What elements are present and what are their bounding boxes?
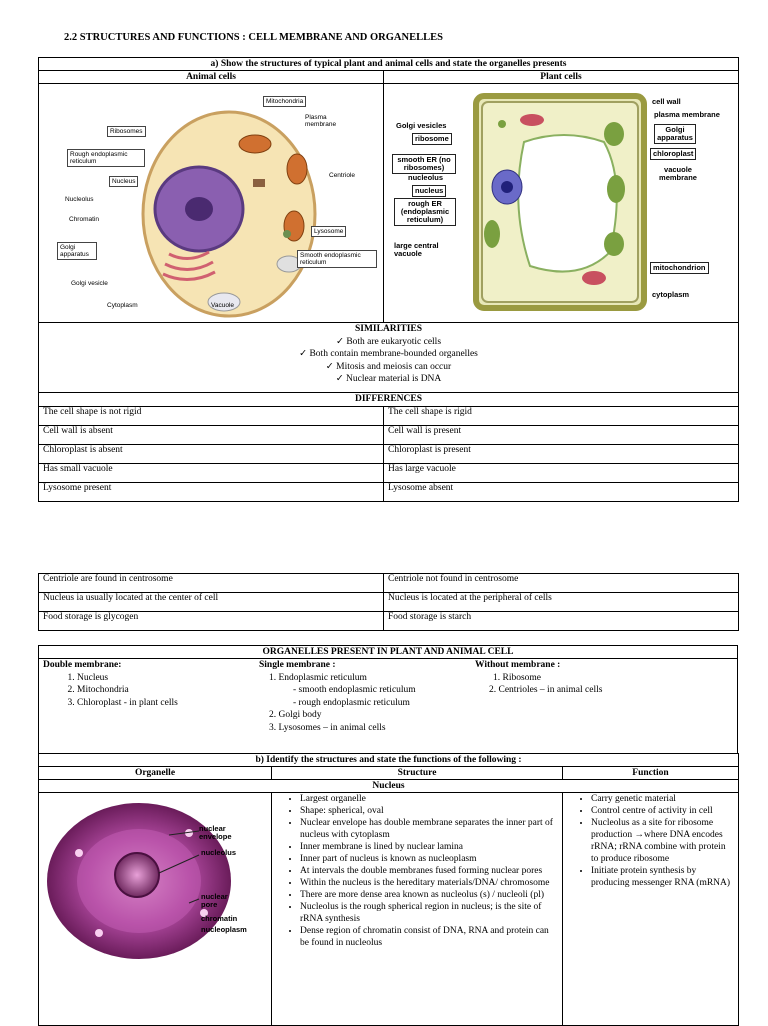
structure-item: • Nucleolus is the rough spherical region in nucleus; is the site of rRNA synthesis: [300, 901, 558, 925]
label-smooth-er: Smooth endoplasmic reticulum: [297, 250, 377, 268]
label-nuclear-envelope: nuclear envelope: [199, 824, 232, 841]
label-golgi-apparatus: Golgi apparatus: [57, 242, 97, 260]
double-membrane-column: [43, 659, 243, 709]
double-membrane-title: Double membrane:: [43, 660, 122, 670]
double-membrane-item: 2. Mitochondria: [77, 684, 243, 697]
organelles-present-heading: ORGANELLES PRESENT IN PLANT AND ANIMAL CELL: [39, 646, 738, 659]
plant-cells-header: Plant cells: [384, 71, 739, 84]
label-cytoplasm-plant: cytoplasm: [652, 290, 690, 299]
without-membrane-item: 1. Ribosome: [493, 672, 542, 683]
structure-item: • Within the nucleus is the hereditary materials/DNA/ chromosome: [300, 877, 558, 889]
label-nucleolus: Nucleolus: [65, 196, 94, 203]
difference-animal: Nucleus ia usually located at the center of cell: [39, 593, 384, 612]
similarities-heading: SIMILARITIES: [354, 324, 423, 334]
label-golgi-vesicles: Golgi vesicles: [396, 121, 447, 130]
label-ribosomes: Ribosomes: [107, 126, 146, 137]
difference-plant: Chloroplast is present: [384, 444, 739, 463]
structure-item: • Dense region of chromatin consist of DNA, RNA and protein can be found in nucleolus: [300, 925, 558, 949]
similarity-item: ✓ Both are eukaryotic cells: [43, 336, 734, 349]
structure-item: • Largest organelle: [300, 793, 558, 805]
label-golgi-apparatus-plant: Golgi apparatus: [654, 124, 696, 144]
label-rough-er-plant: rough ER (endoplasmic reticulum): [394, 198, 456, 226]
difference-plant: Cell wall is present: [384, 425, 739, 444]
function-item: • Initiate protein synthesis by producing messenger RNA (mRNA): [591, 865, 734, 889]
function-item: • Carry genetic material: [591, 793, 734, 805]
part-a-heading: a) Show the structures of typical plant and animal cells and state the organelles presents: [39, 58, 739, 71]
difference-animal: Centriole are found in centrosome: [39, 574, 384, 593]
without-membrane-column: [475, 659, 725, 697]
difference-plant: Lysosome absent: [384, 482, 739, 501]
label-nucleolus-b: nucleolus: [201, 848, 237, 857]
similarity-item: ✓ Nuclear material is DNA: [43, 373, 734, 386]
difference-plant: The cell shape is rigid: [384, 406, 739, 425]
difference-animal: Cell wall is absent: [39, 425, 384, 444]
difference-animal: Lysosome present: [39, 482, 384, 501]
difference-plant: Food storage is starch: [384, 612, 739, 631]
label-nucleus-plant: nucleus: [412, 185, 446, 197]
nucleus-structure-cell: [272, 793, 563, 1026]
label-nucleolus-plant: nucleolus: [408, 173, 444, 182]
label-golgi-vesicle: Golgi vesicle: [71, 280, 108, 287]
double-membrane-item: 3. Chloroplast - in plant cells: [77, 697, 243, 710]
single-membrane-item: 2. Golgi body: [269, 710, 322, 720]
structure-item: • At intervals the double membranes fused forming nuclear pores: [300, 865, 558, 877]
label-cell-wall: cell wall: [652, 97, 681, 106]
organelles-present-body: [39, 659, 738, 754]
col-structure: Structure: [272, 767, 563, 780]
structure-item: • There are more dense area known as nucleolus (s) / nucleoli (pl): [300, 889, 558, 901]
label-ribosome: ribosome: [412, 133, 452, 145]
label-plasma-membrane: Plasma membrane: [305, 114, 337, 128]
col-organelle: Organelle: [39, 767, 272, 780]
similarities-section: [39, 323, 739, 393]
label-smooth-er-plant: smooth ER (no ribosomes): [392, 154, 456, 174]
nucleus-subheading: Nucleus: [39, 780, 739, 793]
label-mitochondria: Mitochondria: [263, 96, 306, 107]
single-membrane-column: [259, 659, 489, 734]
similarity-item: ✓ Mitosis and meiosis can occur: [43, 361, 734, 374]
label-plasma-membrane-plant: plasma membrane: [654, 110, 720, 119]
structure-item: • Nuclear envelope has double membrane separates the inner part of nucleus with cytoplasm: [300, 817, 558, 841]
animal-cell-diagram-cell: [39, 84, 384, 323]
col-function: Function: [563, 767, 739, 780]
structure-item: • Shape: spherical, oval: [300, 805, 558, 817]
difference-plant: Has large vacuole: [384, 463, 739, 482]
label-rough-er: Rough endoplasmic reticulum: [67, 149, 145, 167]
single-membrane-title: Single membrane :: [259, 660, 336, 670]
label-vacuole: Vacuole: [211, 302, 235, 309]
label-chloroplast: chloroplast: [650, 148, 696, 160]
structure-item: • Inner part of nucleus is known as nucleoplasm: [300, 853, 558, 865]
similarity-item: ✓ Both contain membrane-bounded organelles: [43, 348, 734, 361]
difference-animal: The cell shape is not rigid: [39, 406, 384, 425]
organelles-present-table: [38, 645, 738, 754]
label-cytoplasm: Cytoplasm: [107, 302, 138, 309]
function-item: • Nucleolus as a site for ribosome production →where DNA encodes rRNA; rRNA combine with protein to produce ribosome: [591, 817, 734, 865]
single-membrane-item: - smooth endoplasmic reticulum: [293, 685, 416, 695]
label-nucleus: Nucleus: [109, 176, 138, 187]
organelle-structure-function-table: [38, 753, 739, 1026]
difference-animal: Chloroplast is absent: [39, 444, 384, 463]
label-mitochondrion: mitochondrion: [650, 262, 709, 274]
animal-cells-header: Animal cells: [39, 71, 384, 84]
label-centriole: Centriole: [329, 172, 356, 179]
single-membrane-item: 3. Lysosomes – in animal cells: [269, 722, 386, 733]
label-chromatin-b: chromatin: [201, 914, 238, 923]
function-item: • Control centre of activity in cell: [591, 805, 734, 817]
plant-cell-diagram-cell: [384, 84, 739, 323]
structure-item: • Inner membrane is lined by nuclear lamina: [300, 841, 558, 853]
label-nucleoplasm: nucleoplasm: [201, 925, 247, 934]
page-title: 2.2 STRUCTURES AND FUNCTIONS : CELL MEMBRANE AND ORGANELLES: [64, 32, 443, 43]
difference-animal: Has small vacuole: [39, 463, 384, 482]
label-chromatin: Chromatin: [69, 216, 99, 223]
without-membrane-title: Without membrane :: [475, 660, 561, 670]
label-lysosome: Lysosome: [311, 226, 346, 237]
cell-comparison-table: [38, 57, 739, 502]
label-large-central-vacuole: large central vacuole: [394, 241, 439, 258]
single-membrane-item: 1. Endoplasmic reticulum: [269, 672, 367, 683]
differences-table-continued: [38, 573, 739, 631]
part-b-heading: b) Identify the structures and state the functions of the following :: [39, 754, 739, 767]
label-vacuole-membrane: vacuole membrane: [659, 165, 697, 182]
differences-heading: DIFFERENCES: [39, 392, 739, 406]
nucleus-image-cell: [39, 793, 272, 1026]
double-membrane-item: 1. Nucleus: [77, 672, 243, 685]
single-membrane-item: - rough endoplasmic reticulum: [293, 697, 410, 708]
label-nuclear-pore: nuclear pore: [201, 892, 228, 909]
difference-plant: Nucleus is located at the peripheral of cells: [384, 593, 739, 612]
nucleus-function-cell: [563, 793, 739, 1026]
difference-plant: Centriole not found in centrosome: [384, 574, 739, 593]
without-membrane-item: 2. Centrioles – in animal cells: [489, 685, 603, 695]
difference-animal: Food storage is glycogen: [39, 612, 384, 631]
